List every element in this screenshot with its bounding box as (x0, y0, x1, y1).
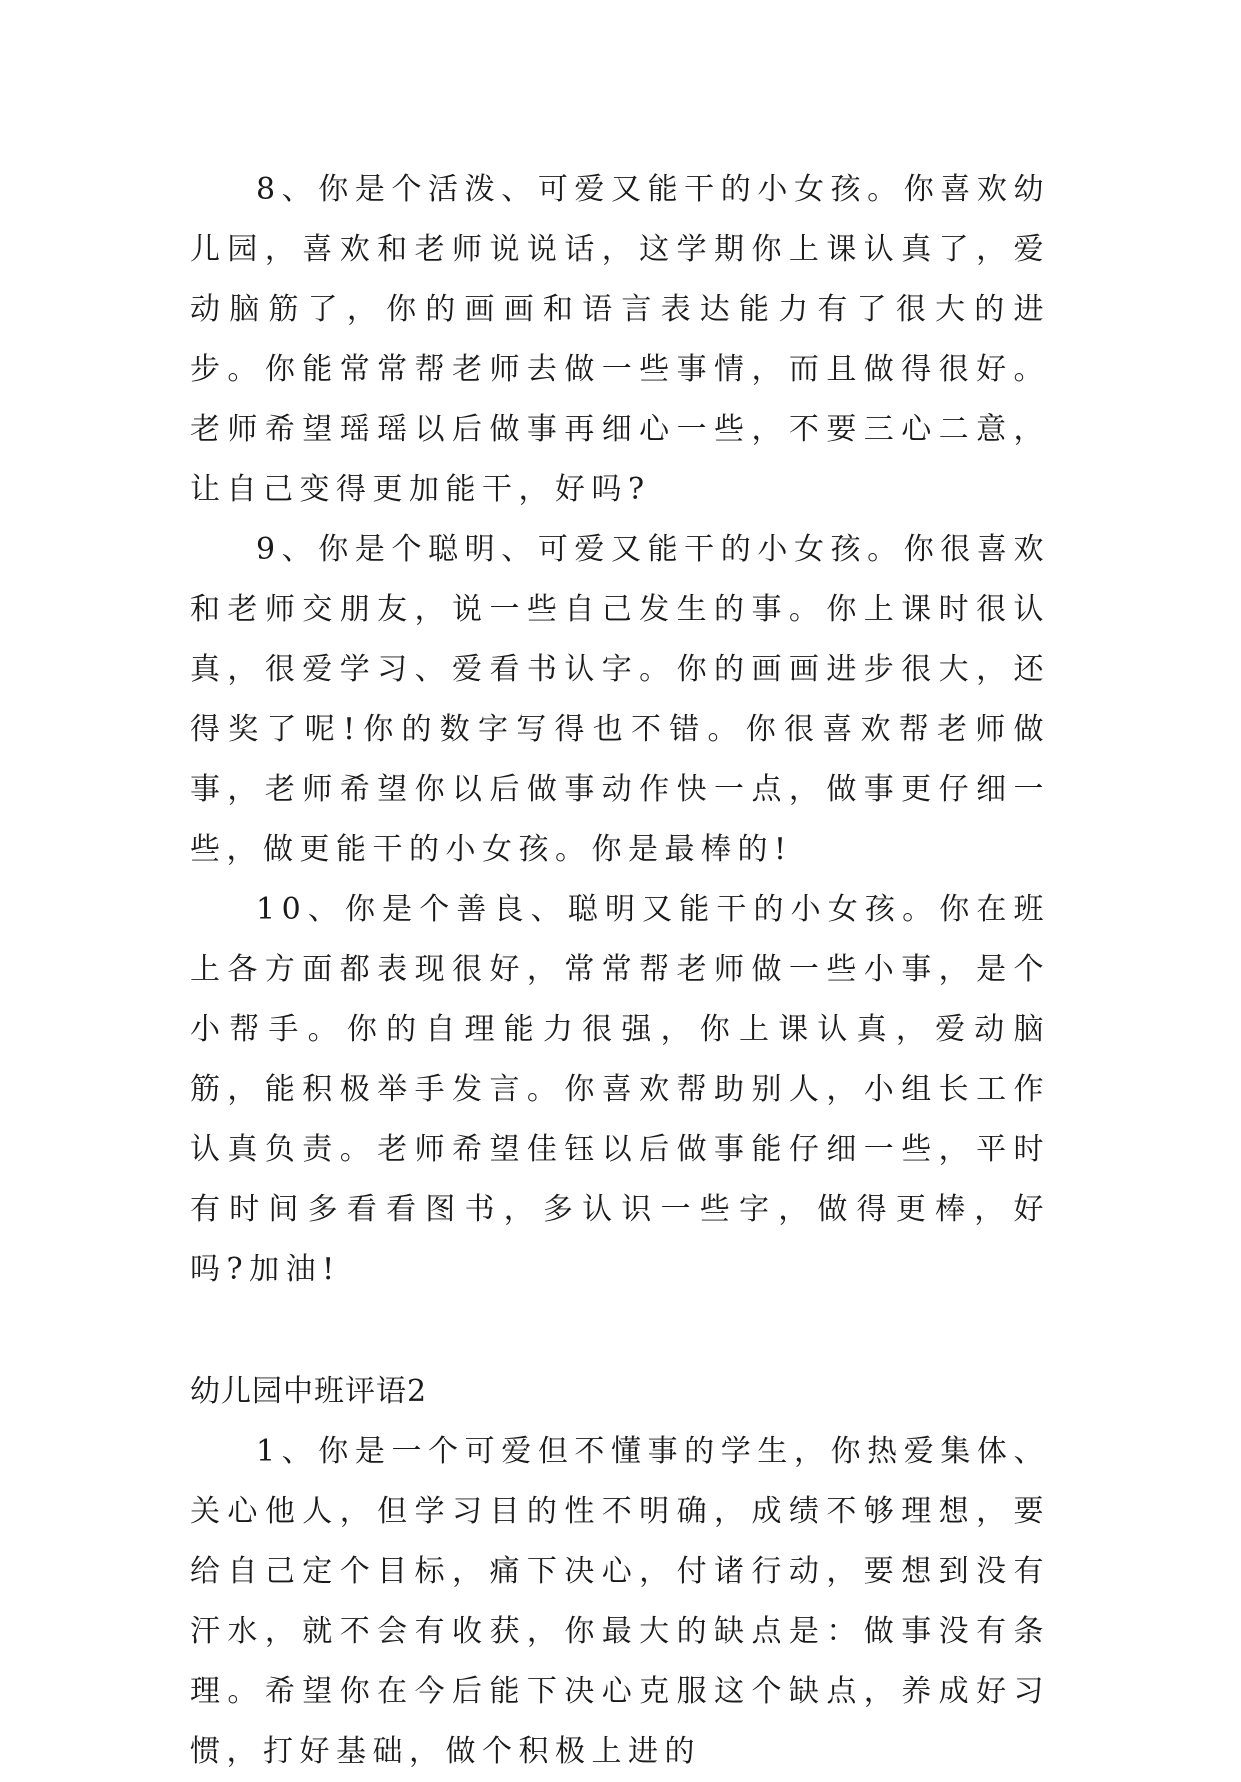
document-body (190, 160, 1050, 1782)
comment-paragraph-9: 9、你是个聪明、可爱又能干的小女孩。你很喜欢和老师交朋友，说一些自己发生的事。你上课时很认真，很爱学习、爱看书认字。你的画画进步很大，还得奖了呢!你的数字写得也不错。你很喜欢帮老师做事，老师希望你以后做事动作快一点，做事更仔细一些，做更能干的小女孩。你是最棒的! (190, 532, 1050, 867)
comment-paragraph-10: 10、你是个善良、聪明又能干的小女孩。你在班上各方面都表现很好，常常帮老师做一些小事，是个小帮手。你的自理能力很强，你上课认真，爱动脑筋，能积极举手发言。你喜欢帮助别人，小组长工作认真负责。老师希望佳钰以后做事能仔细一些，平时有时间多看看图书，多认识一些字，做得更棒，好吗?加油! (190, 892, 1050, 1287)
comment-paragraph-8: 8、你是个活泼、可爱又能干的小女孩。你喜欢幼儿园，喜欢和老师说说话，这学期你上课认真了，爱动脑筋了，你的画画和语言表达能力有了很大的进步。你能常常帮老师去做一些事情，而且做得很好。老师希望瑶瑶以后做事再细心一些，不要三心二意，让自己变得更加能干，好吗? (190, 172, 1050, 507)
section-heading: 幼儿园中班评语2 (190, 1374, 428, 1409)
comment-paragraph-1: 1、你是一个可爱但不懂事的学生，你热爱集体、关心他人，但学习目的性不明确，成绩不够理想，要给自己定个目标，痛下决心，付诸行动，要想到没有汗水，就不会有收获，你最大的缺点是：做事没有条理。希望你在今后能下决心克服这个缺点，养成好习惯，打好基础，做个积极上进的 (190, 1434, 1050, 1769)
